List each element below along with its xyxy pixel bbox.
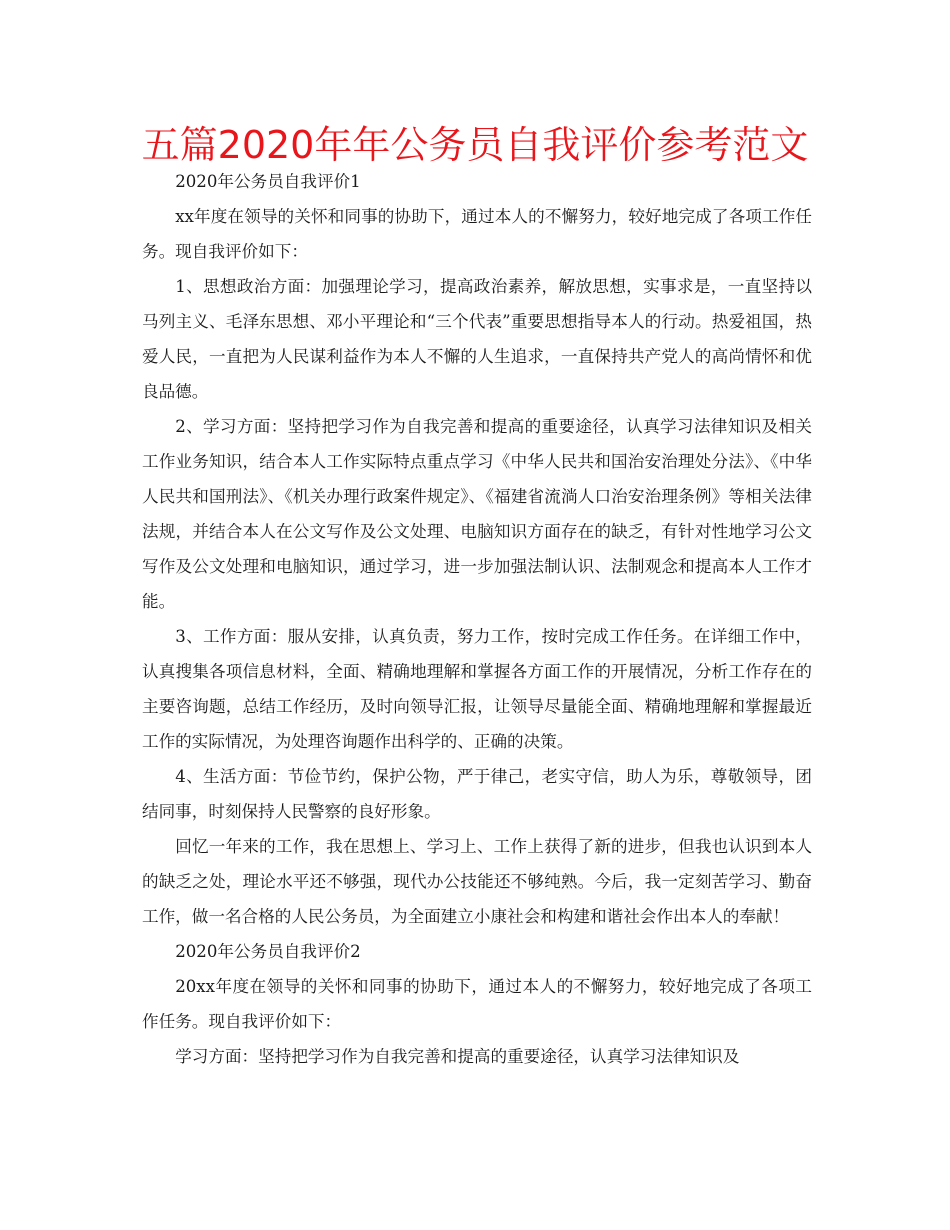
section-heading-2: 2020年公务员自我评价2 — [175, 942, 361, 961]
paragraph-study-2: 学习方面：坚持把学习作为自我完善和提高的重要途径，认真学习法律知识及 — [175, 1047, 740, 1066]
section-heading-1: 2020年公务员自我评价1 — [175, 172, 361, 191]
document-body — [142, 164, 812, 1074]
paragraph-study: 2、学习方面：坚持把学习作为自我完善和提高的重要途径，认真学习法律知识及相关工作业务知识，结合本人工作实际特点重点学习《中华人民共和国治安治理处分法》、《中华人民共和国刑法》、《机关办理行政案件规定》、《福建省流淌人口治安治理条例》等相关法律法规，并结合本人在公文写作及公文处理、电脑知识方面存在的缺乏，有针对性地学习公文写作及公文处理和电脑知识，通过学习，进一步加强法制认识、法制观念和提高本人工作才能。 — [142, 417, 812, 611]
paragraph-intro-2: 20xx年度在领导的关怀和同事的协助下，通过本人的不懈努力，较好地完成了各项工作任务。现自我评价如下： — [142, 977, 812, 1031]
paragraph-politics: 1、思想政治方面：加强理论学习，提高政治素养，解放思想，实事求是，一直坚持以马列主义、毛泽东思想、邓小平理论和“三个代表”重要思想指导本人的行动。热爱祖国，热爱人民，一直把为人民谋利益作为本人不懈的人生追求，一直保持共产党人的高尚情怀和优良品德。 — [142, 277, 812, 401]
paragraph-work: 3、工作方面：服从安排，认真负责，努力工作，按时完成工作任务。在详细工作中，认真搜集各项信息材料，全面、精确地理解和掌握各方面工作的开展情况，分析工作存在的主要咨询题，总结工作经历，及时向领导汇报，让领导尽量能全面、精确地理解和掌握最近工作的实际情况，为处理咨询题作出科学的、正确的决策。 — [142, 627, 812, 751]
document-title: 五篇2020年年公务员自我评价参考范文 — [141, 123, 809, 167]
paragraph-life: 4、生活方面：节俭节约，保护公物，严于律己，老实守信，助人为乐，尊敬领导，团结同事，时刻保持人民警察的良好形象。 — [142, 767, 812, 821]
paragraph-intro-1: xx年度在领导的关怀和同事的协助下，通过本人的不懈努力，较好地完成了各项工作任务。现自我评价如下： — [142, 207, 812, 261]
paragraph-summary: 回忆一年来的工作，我在思想上、学习上、工作上获得了新的进步，但我也认识到本人的缺乏之处，理论水平还不够强，现代办公技能还不够纯熟。今后，我一定刻苦学习、勤奋工作，做一名合格的人民公务员，为全面建立小康社会和构建和谐社会作出本人的奉献！ — [142, 837, 812, 926]
